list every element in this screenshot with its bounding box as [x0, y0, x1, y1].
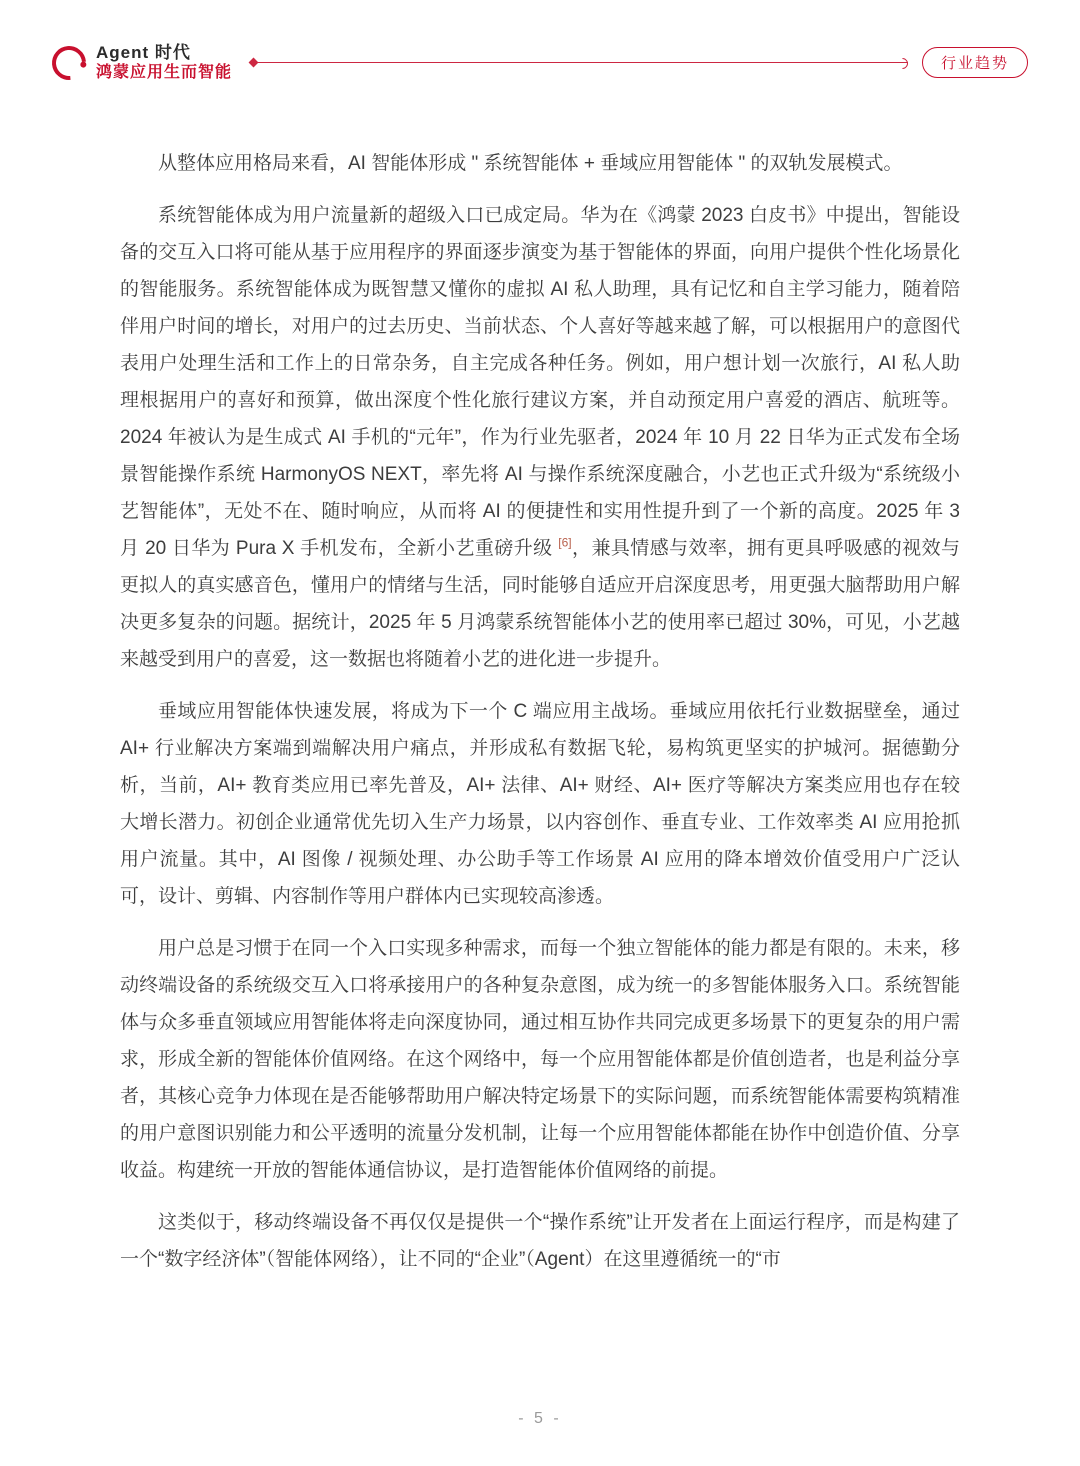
header-divider	[250, 62, 908, 63]
page-footer	[0, 1410, 1080, 1428]
logo-mark-icon	[45, 39, 93, 87]
paragraph	[120, 1204, 960, 1278]
logo-subtitle: 鸿蒙应用生而智能	[96, 64, 233, 82]
paragraph-text: 从整体应用格局来看，AI 智能体形成 " 系统智能体 + 垂域应用智能体 " 的双轨发展模式。	[158, 153, 903, 175]
paragraph-text: 用户总是习惯于在同一个入口实现多种需求，而每一个独立智能体的能力都是有限的。未来，移动终端设备的系统级交互入口将承接用户的各种复杂意图，成为统一的多智能体服务入口。系统智能体与众多垂直领域应用智能体将走向深度协同，通过相互协作共同完成更多场景下的更复杂的用户需求，形成全新的智能体价值网络。在这个网络中，每一个应用智能体都是价值创造者，也是利益分享者，其核心竞争力体现在是否能够帮助用户解决特定场景下的实际问题，而系统智能体需要构筑精准的用户意图识别能力和公平透明的流量分发机制，让每一个应用智能体都能在协作中创造价值、分享收益。构建统一开放的智能体通信协议，是打造智能体价值网络的前提。	[120, 938, 960, 1182]
footnote-ref: [6]	[558, 535, 572, 550]
paragraph-text: 系统智能体成为用户流量新的超级入口已成定局。华为在《鸿蒙 2023 白皮书》中提出，智能设备的交互入口将可能从基于应用程序的界面逐步演变为基于智能体的界面，向用户提供个性化场景化的智能服务。系统智能体成为既智慧又懂你的虚拟 AI 私人助理，具有记忆和自主学习能力，随着陪伴用户时间的增长，对用户的过去历史、当前状态、个人喜好等越来越了解，可以根据用户的意图代表用户处理生活和工作上的日常杂务，自主完成各种任务。例如，用户想计划一次旅行，AI 私人助理根据用户的喜好和预算，做出深度个性化旅行建议方案，并自动预定用户喜爱的酒店、航班等。2024 年被认为是生成式 AI 手机的“元年”，作为行业先驱者，2024 年 10 月 22 日华为正式发布全场景智能操作系统 HarmonyOS NEXT，率先将 AI 与操作系统深度融合，小艺也正式升级为“系统级小艺智能体”，无处不在、随时响应，从而将 AI 的便捷性和实用性提升到了一个新的高度。2025 年 3 月 20 日华为 Pura X 手机发布，全新小艺重磅升级	[120, 205, 960, 560]
page-header	[0, 0, 1080, 83]
section-badge: 行业趋势	[922, 47, 1028, 78]
document-body	[120, 145, 960, 1278]
paragraph	[120, 930, 960, 1189]
logo	[52, 42, 232, 83]
paragraph	[120, 145, 960, 182]
paragraph-text: 这类似于，移动终端设备不再仅仅是提供一个“操作系统”让开发者在上面运行程序，而是构建了一个“数字经济体”（智能体网络），让不同的“企业”（Agent）在这里遵循统一的“市	[120, 1212, 960, 1271]
paragraph	[120, 693, 960, 915]
paragraph-text: ，兼具情感与效率，拥有更具呼吸感的视效与更拟人的真实感音色，懂用户的情绪与生活，同时能够自适应开启深度思考，用更强大脑帮助用户解决更多复杂的问题。据统计，2025 年 5 月鸿蒙系统智能体小艺的使用率已超过 30%，可见，小艺越来越受到用户的喜爱，这一数据也将随着小艺的进化进一步提升。	[120, 538, 960, 671]
paragraph	[120, 197, 960, 678]
logo-title: Agent 时代	[96, 43, 191, 62]
page-number: - 5 -	[518, 1410, 562, 1427]
logo-text	[96, 42, 232, 83]
paragraph-text: 垂域应用智能体快速发展，将成为下一个 C 端应用主战场。垂域应用依托行业数据壁垒，通过 AI+ 行业解决方案端到端解决用户痛点，并形成私有数据飞轮，易构筑更坚实的护城河。据德勤分析，当前，AI+ 教育类应用已率先普及，AI+ 法律、AI+ 财经、AI+ 医疗等解决方案类应用也存在较大增长潜力。初创企业通常优先切入生产力场景，以内容创作、垂直专业、工作效率类 AI 应用抢抓用户流量。其中，AI 图像 / 视频处理、办公助手等工作场景 AI 应用的降本增效价值受用户广泛认可，设计、剪辑、内容制作等用户群体内已实现较高渗透。	[120, 701, 960, 908]
